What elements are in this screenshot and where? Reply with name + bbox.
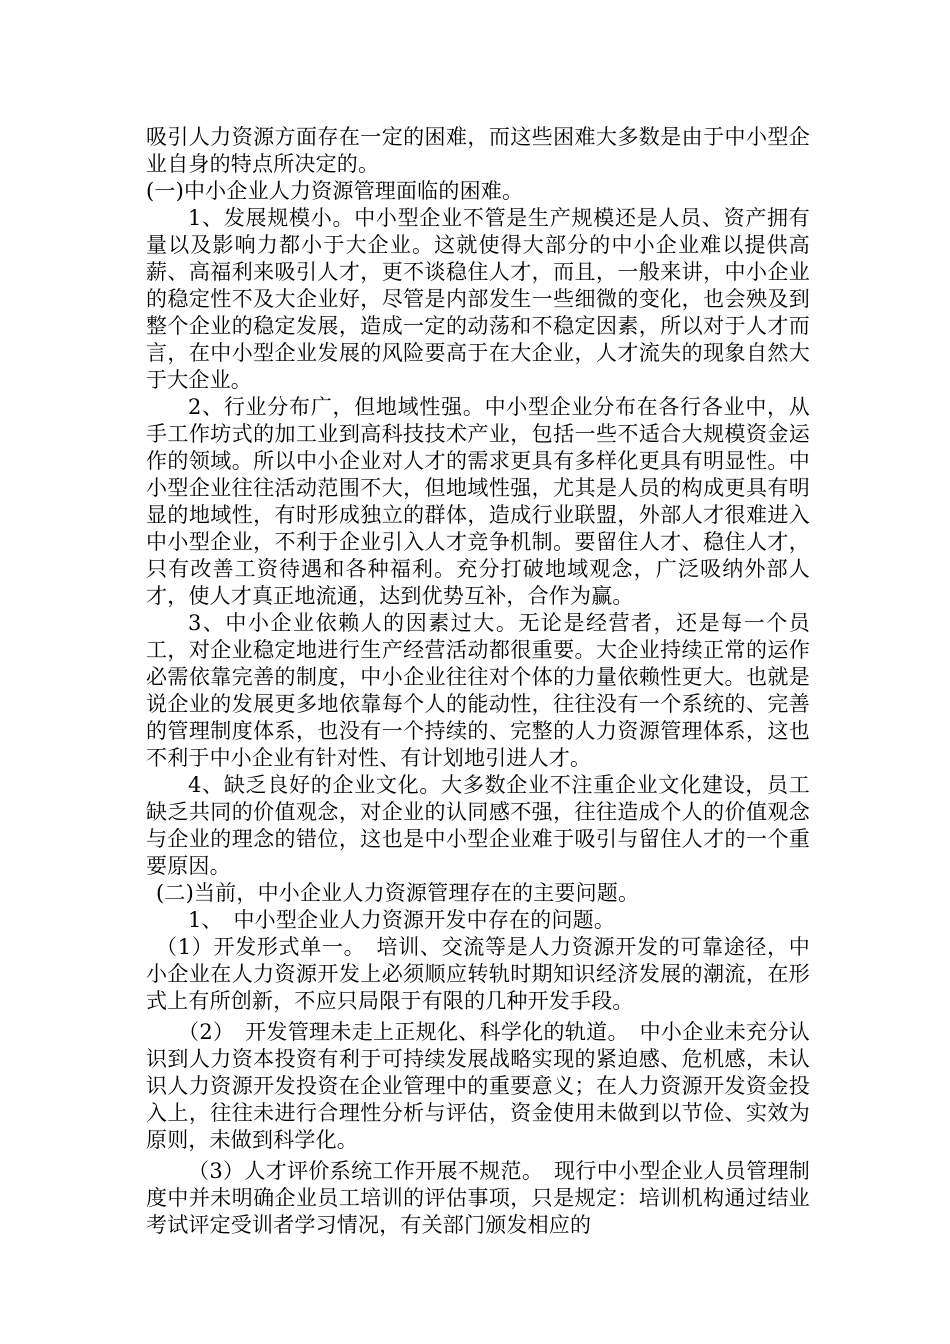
paragraph-dependence-on-people: 3、中小企业依赖人的因素过大。无论是经营者，还是每一个员工，对企业稳定地进行生产经营活动都很重要。大企业持续正常的运作必需依靠完善的制度，中小企业往往对个体的力量依赖性更大。也就是说企业的发展更多地依靠每个人的能动性，往往没有一个系统的、完善的管理制度体系，也没有一个持续的、完整的人力资源管理体系，这也不利于中小企业有针对性、有计划地引进人才。 [146,611,810,770]
paragraph-industry-distribution: 2、行业分布广，但地域性强。中小型企业分布在各行各业中，从手工作坊式的加工业到高科技技术产业，包括一些不适合大规模资金运作的领域。所以中小企业对人才的需求更具有多样化更具有明显性。中小型企业往往活动范围不大，但地域性强，尤其是人员的构成更具有明显的地域性，有时形成独立的群体，造成行业联盟，外部人才很难进入中小型企业，不利于企业引入人才竞争机制。要留住人才、稳住人才，只有改善工资待遇和各种福利。充分打破地域观念，广泛吸纳外部人才，使人才真正地流通，达到优势互补，合作为赢。 [146,395,810,608]
paragraph-small-scale: 1、发展规模小。中小型企业不管是生产规模还是人员、资产拥有量以及影响力都小于大企业。这就使得大部分的中小企业难以提供高薪、高福利来吸引人才，更不谈稳住人才，而且，一般来讲，中小企业的稳定性不及大企业好，尽管是内部发生一些细微的变化，也会殃及到整个企业的稳定发展，造成一定的动荡和不稳定因素，所以对于人才而言，在中小型企业发展的风险要高于在大企业，人才流失的现象自然大于大企业。 [146,206,810,392]
paragraph-management-not-standardized: （2） 开发管理未走上正规化、科学化的轨道。 中小企业未充分认识到人力资本投资有利于可持续发展战略实现的紧迫感、危机感，未认识人力资源开发投资在企业管理中的重要意义；在人力资源开发资金投入上，往往未进行合理性分析与评估，资金使用未做到以节俭、实效为原则，未做到科学化。 [146,1020,810,1152]
paragraph-corporate-culture: 4、缺乏良好的企业文化。大多数企业不注重企业文化建设，员工缺乏共同的价值观念，对企业的认同感不强，往往造成个人的价值观念与企业的理念的错位，这也是中小型企业难于吸引与留住人才的一个重要原因。 [146,773,810,878]
subheading-development-problems: 1、 中小型企业人力资源开发中存在的问题。 [188,908,616,932]
section-heading-difficulties: (一)中小企业人力资源管理面临的困难。 [146,179,524,203]
paragraph-single-form: （1）开发形式单一。 培训、交流等是人力资源开发的可靠途径，中小企业在人力资源开发上必须顺应转轨时期知识经济发展的潮流，在形式上有所创新，不应只局限于有限的几种开发手段。 [146,935,810,1013]
paragraph-continuation: 吸引人力资源方面存在一定的困难，而这些困难大多数是由于中小型企业自身的特点所决定的。 [146,125,810,176]
paragraph-evaluation-system: （3）人才评价系统工作开展不规范。 现行中小型企业人员管理制度中并未明确企业员工培训的评估事项，只是规定：培训机构通过结业考试评定受训者学习情况，有关部门颁发相应的 [146,1159,810,1237]
section-heading-problems: (二)当前，中小企业人力资源管理存在的主要问题。 [156,881,640,905]
document-body [146,124,810,1239]
